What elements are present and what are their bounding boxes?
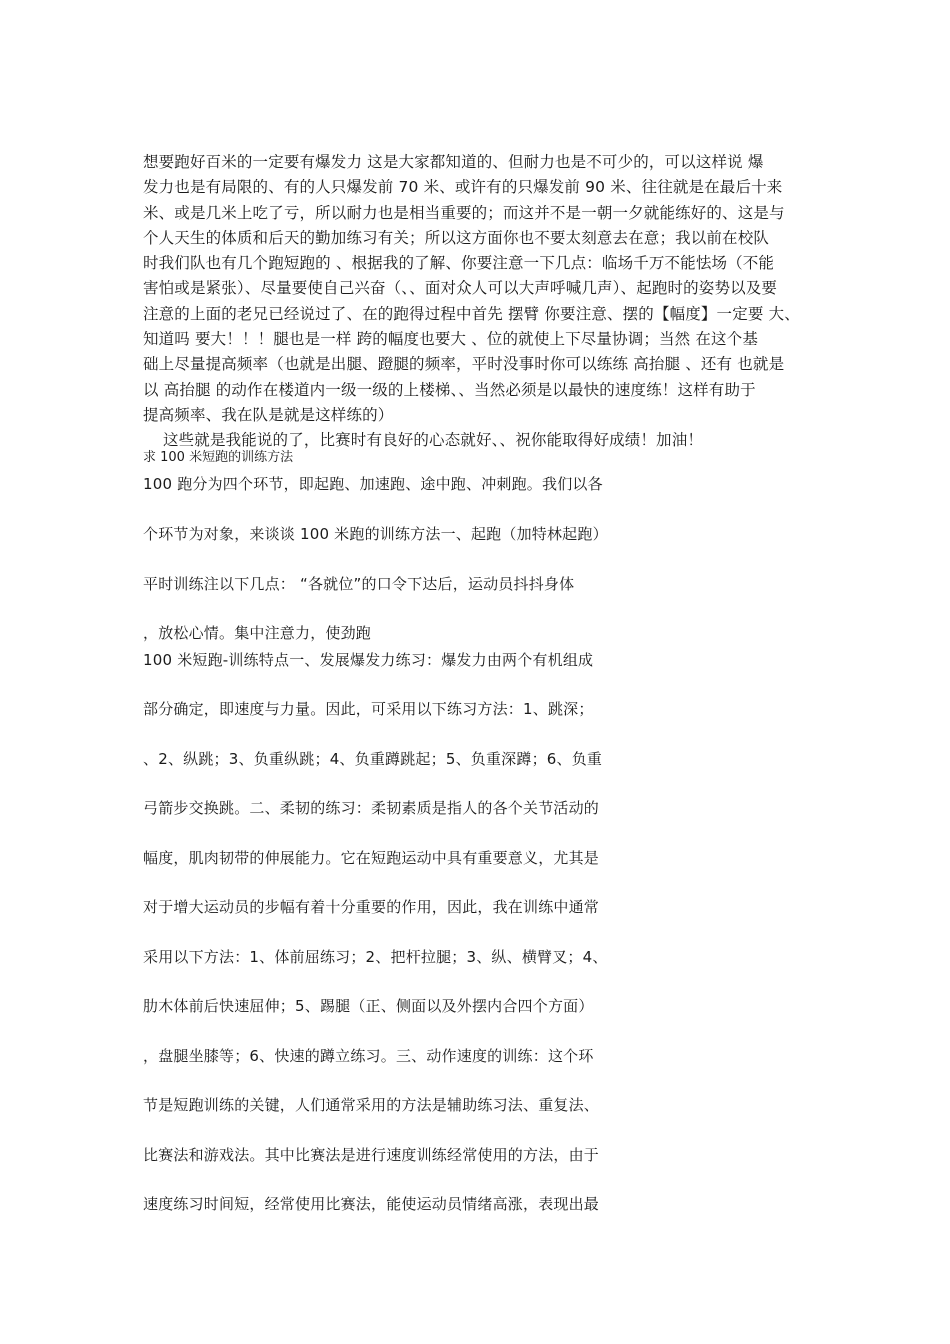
text-line: 平时训练注以下几点： “各就位”的口令下达后，运动员抖抖身体 <box>143 575 575 593</box>
text-line: ，盘腿坐膝等；6、快速的蹲立练习。三、动作速度的训练：这个环 <box>143 1047 594 1065</box>
text-line: 、2、纵跳；3、负重纵跳；4、负重蹲跳起；5、负重深蹲；6、负重 <box>143 750 603 768</box>
text-line: 础上尽量提高频率（也就是出腿、蹬腿的频率，平时没事时你可以练练 高抬腿 、还有 也就是 <box>143 355 785 374</box>
text-line: 速度练习时间短，经常使用比赛法，能使运动员情绪高涨，表现出最 <box>143 1195 600 1213</box>
text-line: ，放松心情。集中注意力，使劲跑 <box>143 624 372 642</box>
text-line: 想要跑好百米的一定要有爆发力 这是大家都知道的、但耐力也是不可少的，可以这样说 爆 <box>143 153 764 171</box>
text-line: 弓箭步交换跳。二、柔韧的练习：柔韧素质是指人的各个关节活动的 <box>143 799 600 817</box>
answer-paragraph <box>143 150 813 454</box>
text-line: 比赛法和游戏法。其中比赛法是进行速度训练经常使用的方法，由于 <box>143 1146 600 1164</box>
text-line: 时我们队也有几个跑短跑的 、根据我的了解、你要注意一下几点：临场千万不能怯场（不能 <box>143 254 775 273</box>
text-line: 害怕或是紧张）、尽量要使自己兴奋（、、面对众人可以大声呼喊几声）、起跑时的姿势以及要 <box>143 279 778 298</box>
text-line: 节是短跑训练的关键，人们通常采用的方法是辅助练习法、重复法、 <box>143 1096 600 1114</box>
text-line: 注意的上面的老兄已经说过了、在的跑得过程中首先 摆臂 你要注意、摆的【幅度】一定要 大、 <box>143 304 800 323</box>
text-line: 采用以下方法：1、体前屈练习；2、把杆拉腿；3、纵、横臂叉；4、 <box>143 948 608 966</box>
text-line: 提高频率、我在队是就是这样练的） <box>143 405 394 424</box>
text-line: 个环节为对象，来谈谈 100 米跑的训练方法一、起跑（加特林起跑） <box>143 525 608 543</box>
text-line: 知道吗 要大！！！腿也是一样 跨的幅度也要大 、位的就使上下尽量协调；当然 在这个基 <box>143 330 759 349</box>
text-line: 部分确定，即速度与力量。因此，可采用以下练习方法：1、跳深； <box>143 700 594 718</box>
text-line: 对于增大运动员的步幅有着十分重要的作用，因此，我在训练中通常 <box>143 898 600 916</box>
text-line: 米、或是几米上吃了亏，所以耐力也是相当重要的；而这并不是一朝一夕就能练好的、这是与 <box>143 203 785 222</box>
text-line: 肋木体前后快速屈伸；5、踢腿（正、侧面以及外摆内合四个方面） <box>143 997 594 1015</box>
text-line: 100 跑分为四个环节，即起跑、加速跑、途中跑、冲刺跑。我们以各 <box>143 475 603 493</box>
text-line: 幅度，肌肉韧带的伸展能力。它在短跑运动中具有重要意义，尤其是 <box>143 849 600 867</box>
text-line: 100 米短跑-训练特点一、发展爆发力练习：爆发力由两个有机组成 <box>143 651 594 669</box>
text-line-closing: 这些就是我能说的了，比赛时有良好的心态就好、、祝你能取得好成绩！加油！ <box>163 431 704 450</box>
text-line: 以 高抬腿 的动作在楼道内一级一级的上楼梯、、当然必须是以最快的速度练！这样有助于 <box>143 380 756 399</box>
section-heading: 求 100 米短跑的训练方法 <box>143 450 294 465</box>
text-line: 发力也是有局限的、有的人只爆发前 70 米、或许有的只爆发前 90 米、往往就是在最后十来 <box>143 178 783 197</box>
text-line: 个人天生的体质和后天的勤加练习有关；所以这方面你也不要太刻意去在意；我以前在校队 <box>143 228 770 247</box>
